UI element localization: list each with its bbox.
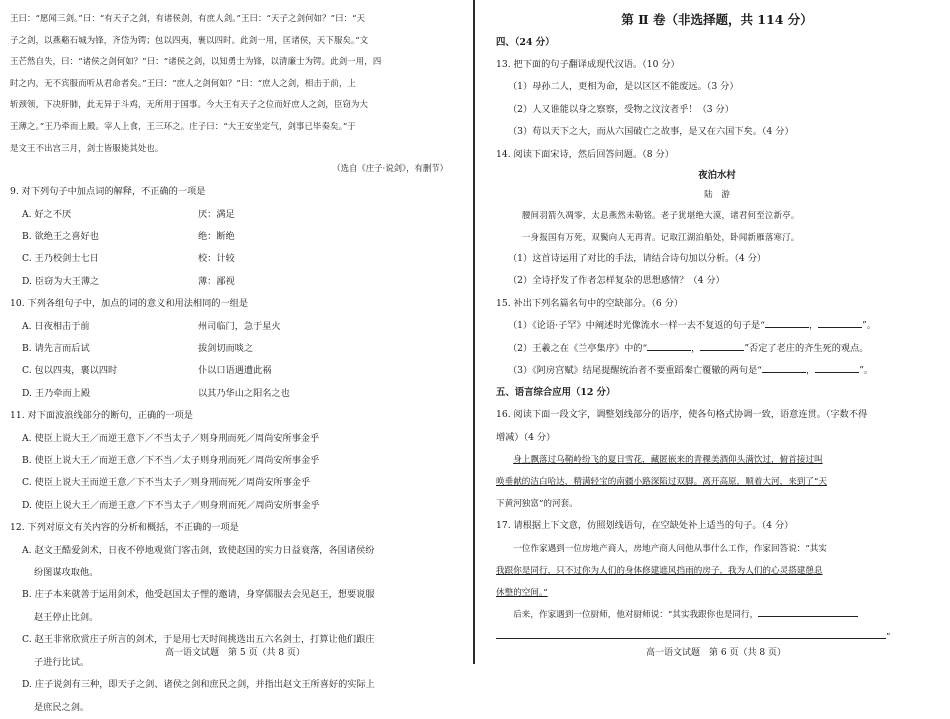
passage-line: 下黄河独富”的河套。: [496, 499, 578, 510]
page-divider: [473, 0, 475, 664]
question-9: [10, 181, 456, 293]
sub-item: （3）苟以天下之大，而从六国破亡之故事，是又在六国下矣。（4 分）: [508, 126, 794, 138]
option-b: B. 庄子本来就善于运用剑术，他受赵国太子悝的邀请，身穿儒服去会见赵王，想要说服 赵王停止比剑。: [22, 589, 375, 623]
question-11: [10, 405, 456, 517]
answer-line: ”: [496, 626, 938, 648]
sub-item: （1）这首诗运用了对比的手法，请结合诗句加以分析。（4 分）: [508, 253, 767, 265]
passage-line: 王芒然自失，曰：“诸侯之剑何如？”曰：“诸侯之剑，以知勇士为锋，以清廉士为锷。此剑一用，四: [10, 56, 382, 67]
question-14: [496, 144, 938, 293]
question-17: [496, 515, 938, 647]
question-stem: 10. 下列各组句子中，加点的词的意义和用法相同的一组是: [10, 298, 249, 310]
passage-line: 王薄之。”王乃牵而上殿。宰人上食，王三环之。庄子曰：“大王安坐定气，剑事已毕奏矣。”于: [10, 120, 356, 131]
section-heading: 五、语言综合应用（12 分）: [496, 387, 616, 399]
poem-author: 陆 游: [704, 190, 730, 201]
option-d: D. 使臣上说大王／而逆王意／下不当太子／则身刑而死／周尚安所事金乎: [22, 499, 320, 511]
passage-line: 我跟你是同行，只不过你为人们的身体修建遮风挡雨的房子，我为人们的心灵搭建憩息: [496, 565, 823, 576]
question-stem: 13. 把下面的句子翻译成现代汉语。（10 分）: [496, 59, 680, 70]
question-stem: 14. 阅读下面宋诗，然后回答问题。（8 分）: [496, 148, 674, 160]
passage-line: 时之内，无不宾服而听从君命者矣。”王曰：“庶人之剑何如？”曰：“庶人之剑，相击于前，上: [10, 77, 357, 88]
answer-blank[interactable]: [496, 628, 886, 639]
section-heading: 四、（24 分）: [496, 37, 555, 48]
part-title: 第 Ⅱ 卷（非选择题，共 114 分）: [621, 12, 813, 27]
page-footer: 高一语文试题 第 5 页（共 8 页）: [165, 648, 305, 658]
passage-line: 唤垂献的洁白哈达，精满轻宝的南疆小路深陷过双脚。离开高原，顺着大河，来到了“天: [496, 477, 827, 488]
question-stem: 17. 请根据上下文意，仿照划线语句，在空缺处补上适当的句子。（4 分）: [496, 520, 794, 532]
answer-blank[interactable]: [647, 340, 691, 351]
question-stem: 9. 对下列句子中加点词的解释，不正确的一项是: [10, 186, 206, 198]
question-stem: 11. 对下面波浪线部分的断句，正确的一项是: [10, 410, 193, 422]
option-d: D. 臣窃为大王薄之 薄：鄙视: [22, 275, 235, 287]
answer-blank[interactable]: [815, 362, 859, 373]
left-page: [0, 0, 470, 713]
poem-line: 一身报国有万死，双鬓向人无再青。记取江湖泊船处，卧闻新雁落寒汀。: [522, 232, 800, 243]
question-15: [496, 293, 938, 383]
option-d: D. 庄子说剑有三种，即天子之剑、诸侯之剑和庶民之剑，并指出赵文王所喜好的实际上 是庶民之剑。: [22, 679, 375, 713]
sub-item: （2）王羲之在《兰亭集序》中的“ ， ”否定了老庄的齐生死的观点。: [496, 338, 938, 360]
option-c: C. 赵王非常欣赏庄子所言的剑术，于是用七天时间挑选出五六名剑士，打算让他们跟庄 子进行比试。: [22, 634, 375, 668]
sub-item: （2）全诗抒发了作者怎样复杂的思想感情？（4 分）: [508, 275, 725, 287]
passage-line: 一位作家遇到一位房地产商人，房地产商人问他从事什么工作，作家回答说：“其实: [513, 543, 827, 554]
poem-title: 夜泊水村: [698, 170, 736, 182]
passage-source: （选自《庄子·说剑》，有删节）: [332, 163, 448, 174]
sub-item: （1）《论语·子罕》中阐述时光像流水一样一去不复返的句子是“ ， ”。: [496, 315, 938, 337]
option-c: C. 包以四夷，裹以四时 仆以口语遇遭此祸: [22, 365, 272, 377]
classic-passage: [10, 8, 456, 159]
passage-line: 休整的空间。”: [496, 587, 548, 598]
option-a: A. 好之不厌 厌：满足: [22, 208, 235, 220]
passage-line: 斩颈领，下决肝肺，此无异于斗鸡，无所用于国事。今大王有天子之位而好庶人之剑，臣窃为大: [10, 99, 369, 110]
option-c: C. 使臣上说大王而逆王意／下不当太子／则身刑而死／周尚安所事金乎: [22, 477, 311, 489]
sub-item: （3）《阿房宫赋》结尾提醒统治者不要重蹈秦亡覆辙的两句是“ ， ”。: [496, 360, 938, 382]
question-16: [496, 404, 938, 515]
option-d: D. 王乃牵而上殿 以其乃华山之阳名之也: [22, 387, 290, 399]
question-stem-cont: 增减）（4 分）: [496, 431, 556, 443]
option-b: B. 请先言而后试 拔剑切而啖之: [22, 343, 254, 354]
answer-blank[interactable]: [762, 362, 806, 373]
page-footer: 高一语文试题 第 6 页（共 8 页）: [646, 648, 786, 658]
question-stem: 16. 阅读下面一段文字，调整划线部分的语序，使各句格式协调一致，语意连贯。（字数不得: [496, 409, 868, 421]
option-a: A. 日夜相击于前 州司临门，急于星火: [22, 320, 281, 332]
sub-item: （2）人又谁能以身之察察，受物之汶汶者乎！（3 分）: [508, 103, 734, 115]
question-10: [10, 293, 456, 405]
question-stem: 12. 下列对原文有关内容的分析和概括，不正确的一项是: [10, 522, 239, 534]
question-12: [10, 517, 456, 719]
answer-blank[interactable]: [700, 340, 744, 351]
passage-line: 后来，作家遇到一位厨师，他对厨师说：“其实我跟你也是同行，: [496, 604, 938, 626]
passage-line: 子之剑，以燕谿石城为锋，齐岱为锷；包以四夷，裹以四时。此剑一用，匡诸侯，天下服矣。”文: [10, 34, 369, 45]
answer-blank[interactable]: [758, 606, 858, 617]
passage-line: 王曰：“愿闻三剑。”曰：“有天子之剑，有诸侯剑，有庶人剑。”王曰：“天子之剑何如？”曰：“天: [10, 13, 366, 23]
question-13: [496, 54, 938, 144]
answer-blank[interactable]: [818, 317, 862, 328]
option-c: C. 王乃校剑士七日 校：计较: [22, 253, 235, 265]
right-page: [482, 0, 950, 664]
option-a: A. 赵文王酷爱剑术，日夜不停地观赏门客击剑，致使赵国的实力日益衰落，各国诸侯纷 纷图谋攻取他。: [22, 544, 375, 579]
passage-line: 是文王不出宫三月，剑士皆服毙其处也。: [10, 142, 164, 153]
option-b: B. 使臣上说大王／而逆王意／下不当／太子则身刑而死／周尚安所事金乎: [22, 455, 320, 467]
answer-blank[interactable]: [765, 317, 809, 328]
passage-line: 身上飘落过乌鞘岭纷飞的夏日雪花，藏匿嵌来的青稞美酒仰头满饮过，俯首接过叫: [513, 455, 823, 466]
option-b: B. 欲绝王之喜好也 绝：断绝: [22, 230, 235, 242]
sub-item: （1）母孙二人，更相为命，是以区区不能废远。（3 分）: [508, 81, 739, 93]
option-a: A. 使臣上说大王／而逆王意下／不当太子／则身刑而死／周尚安所事金乎: [22, 432, 320, 444]
question-stem: 15. 补出下列名篇名句中的空缺部分。（6 分）: [496, 297, 684, 309]
poem-line: 腰间羽箭久凋零，太息燕然未勒铭。老子犹堪绝大漠，诸君何至泣新亭。: [522, 210, 800, 221]
